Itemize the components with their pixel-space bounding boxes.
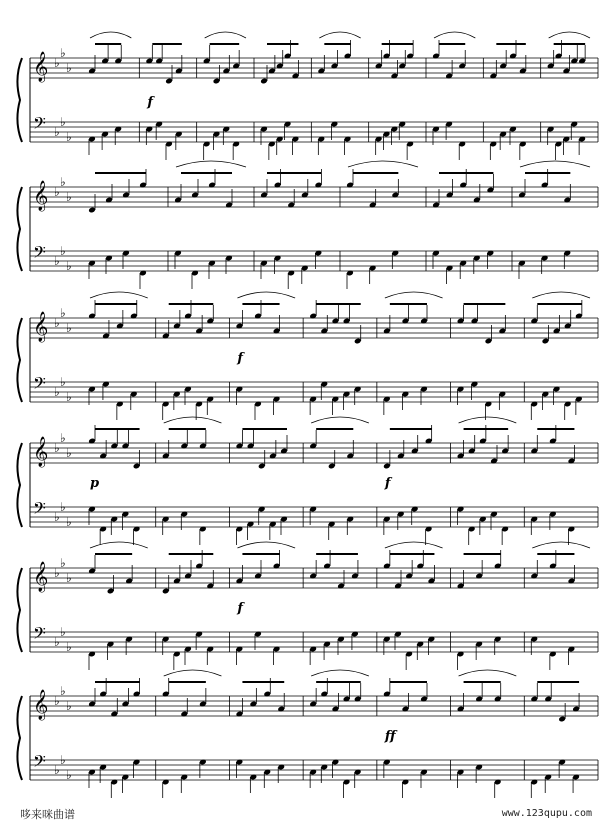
dynamic-marking: f [237,351,244,366]
flat-sign-icon: ♭ [66,259,72,273]
slur [90,542,148,548]
treble-clef-icon: 𝄞 [33,562,49,592]
slur [164,670,222,676]
slur [237,292,295,298]
flat-sign-icon: ♭ [54,441,60,455]
site-logo-text: 哆来咪曲谱 [20,808,75,821]
flat-sign-icon: ♭ [66,130,72,144]
flat-sign-icon: ♭ [60,306,66,320]
bass-clef-icon: 𝄢 [33,498,46,522]
flat-sign-icon: ♭ [60,244,66,258]
flat-sign-icon: ♭ [66,61,72,75]
flat-sign-icon: ♭ [66,321,72,335]
slur [385,292,443,298]
flat-sign-icon: ♭ [54,185,60,199]
slur [311,417,369,423]
flat-sign-icon: ♭ [66,640,72,654]
slur [520,161,590,167]
slur [311,670,369,676]
flat-sign-icon: ♭ [66,768,72,782]
flat-sign-icon: ♭ [54,56,60,70]
flat-sign-icon: ♭ [60,556,66,570]
flat-sign-icon: ♭ [54,566,60,580]
flat-sign-icon: ♭ [60,625,66,639]
slur [459,670,517,676]
dynamic-marking: ff [384,729,396,744]
slur [164,417,222,423]
flat-sign-icon: ♭ [54,385,60,399]
treble-clef-icon: 𝄞 [33,181,49,211]
slur [90,292,148,298]
flat-sign-icon: ♭ [66,571,72,585]
slur [205,32,246,38]
flat-sign-icon: ♭ [54,635,60,649]
system-brace [17,696,22,780]
treble-clef-icon: 𝄞 [33,312,49,342]
flat-sign-icon: ♭ [54,510,60,524]
flat-sign-icon: ♭ [66,446,72,460]
flat-sign-icon: ♭ [60,753,66,767]
flat-sign-icon: ♭ [54,763,60,777]
flat-sign-icon: ♭ [54,694,60,708]
treble-clef-icon: 𝄞 [33,52,49,82]
slur [176,161,246,167]
dynamic-marking: f [147,95,153,110]
flat-sign-icon: ♭ [60,431,66,445]
system-brace [17,318,22,402]
bass-clef-icon: 𝄢 [33,751,46,775]
site-url: www.123qupu.com [501,808,592,819]
flat-sign-icon: ♭ [60,500,66,514]
flat-sign-icon: ♭ [66,190,72,204]
flat-sign-icon: ♭ [60,175,66,189]
flat-sign-icon: ♭ [60,115,66,129]
flat-sign-icon: ♭ [54,316,60,330]
system-brace [17,443,22,527]
slur [319,32,360,38]
system-brace [17,568,22,652]
slur [459,417,517,423]
slur [348,161,418,167]
slur [385,542,443,548]
flat-sign-icon: ♭ [66,699,72,713]
dynamic-marking: p [90,476,100,491]
flat-sign-icon: ♭ [66,515,72,529]
slur [532,292,590,298]
flat-sign-icon: ♭ [60,46,66,60]
flat-sign-icon: ♭ [60,684,66,698]
slur [434,32,475,38]
dynamic-marking: f [237,601,244,616]
slur [237,542,295,548]
flat-sign-icon: ♭ [66,390,72,404]
system-brace [17,187,22,271]
treble-clef-icon: 𝄞 [33,437,49,467]
bass-clef-icon: 𝄢 [33,113,46,137]
flat-sign-icon: ♭ [60,375,66,389]
system-brace [17,58,22,142]
bass-clef-icon: 𝄢 [33,373,46,397]
treble-clef-icon: 𝄞 [33,690,49,720]
slur [90,32,131,38]
bass-clef-icon: 𝄢 [33,242,46,266]
dynamic-marking: f [384,476,391,491]
slur [532,542,590,548]
slur [549,32,590,38]
bass-clef-icon: 𝄢 [33,623,46,647]
flat-sign-icon: ♭ [54,125,60,139]
flat-sign-icon: ♭ [54,254,60,268]
